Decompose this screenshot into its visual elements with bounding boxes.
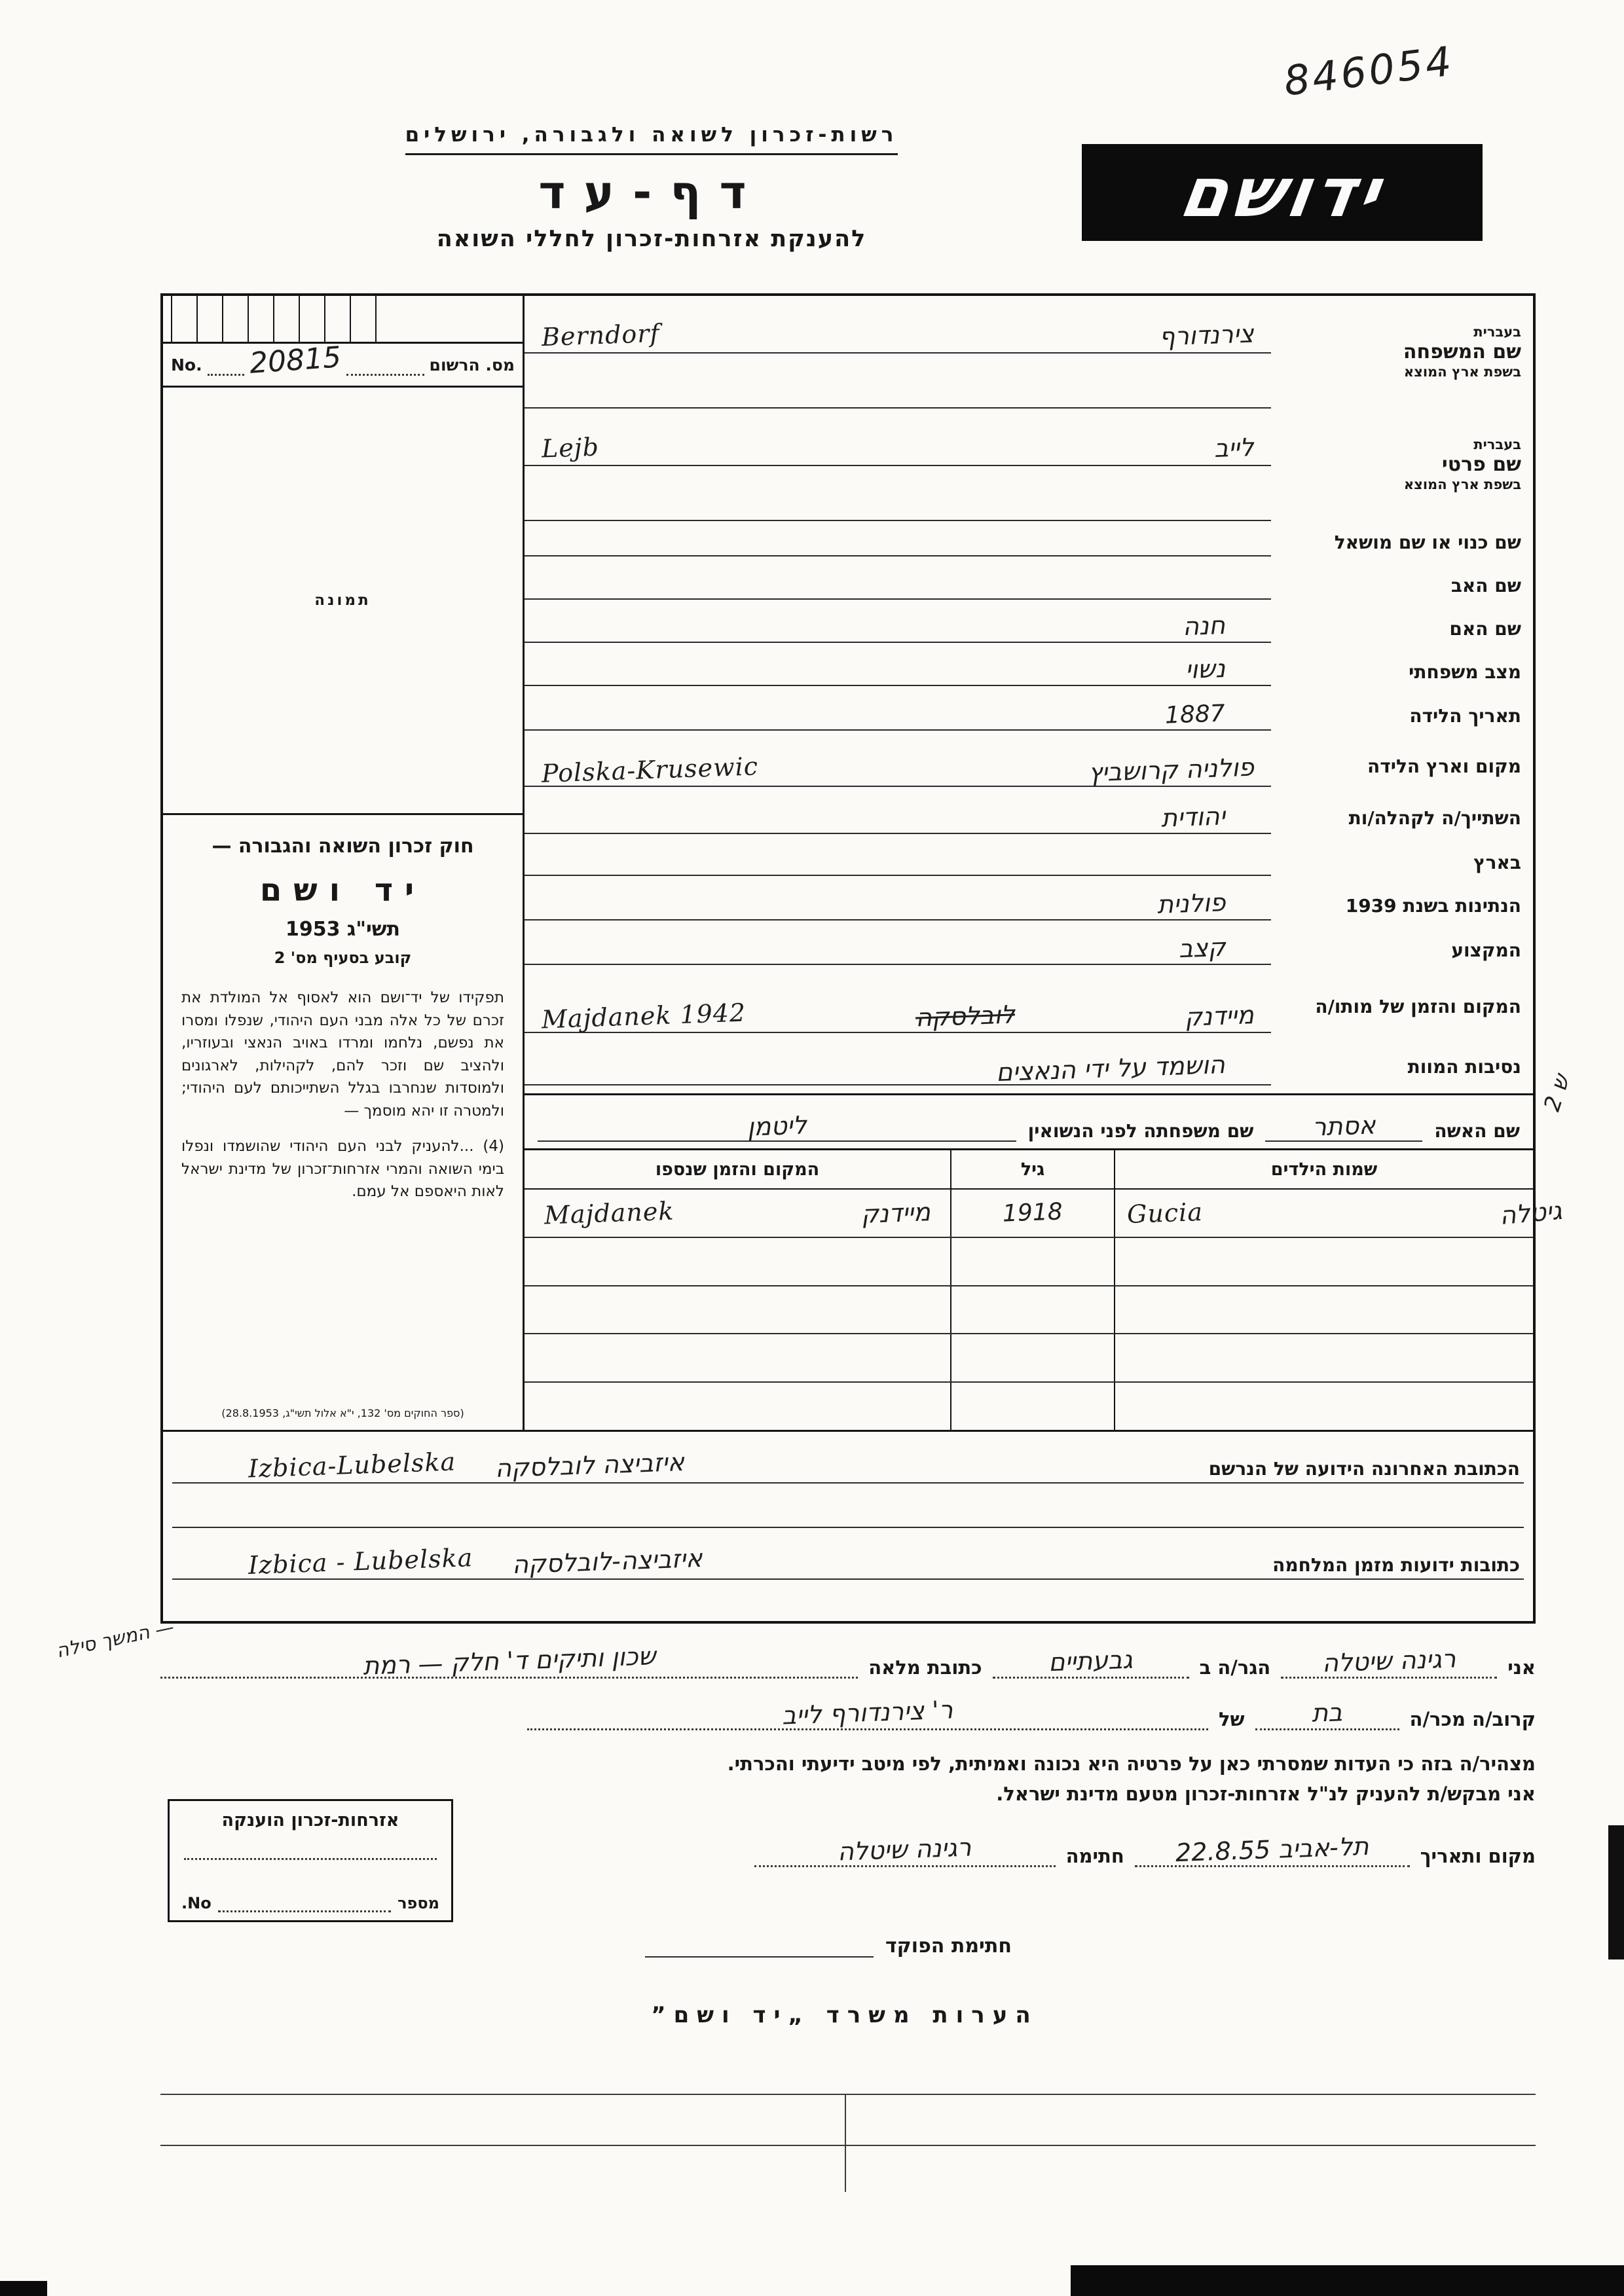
registration-number-value: 20815 [248, 340, 342, 380]
children-header-names: שמות הילדים [1114, 1150, 1533, 1188]
label-death-circumstances: נסיבות המוות [1407, 1056, 1521, 1078]
label-wartime-addresses: כתובות ידועות מזמן המלחמה [1272, 1554, 1520, 1576]
handwritten-last-address-latin: Izbica-Lubelska [248, 1447, 456, 1484]
writing-line-empty [525, 466, 1271, 521]
field-label-father [1271, 564, 1533, 608]
handwritten-place-date: תל-אביב 22.8.55 [1175, 1831, 1370, 1868]
writing-area [525, 296, 1271, 409]
field-row-death-circumstances [525, 1041, 1533, 1093]
address-row-wartime [172, 1535, 1524, 1580]
notes-line [160, 2145, 1536, 2146]
child-age-cell [950, 1238, 1114, 1285]
child-name-cell [1114, 1190, 1563, 1237]
handwritten-death-place-hebrew: מיידנק [1184, 1000, 1255, 1032]
field-row-profession [525, 928, 1533, 973]
handwritten-war-address-latin: Izbica - Lubelska [248, 1543, 473, 1580]
child-place-cell [525, 1238, 950, 1285]
label-in-country: בארץ [1473, 852, 1521, 874]
code-strip-tick [375, 296, 401, 342]
granted-box-number-row [181, 1891, 439, 1912]
label-relative-acquaintance: קרוב/ה מכר/ה [1409, 1708, 1536, 1730]
blank-writing-line [172, 1491, 1524, 1528]
writing-line [525, 299, 1271, 354]
no-label: No. [171, 355, 202, 374]
handwritten-maiden-name: ליטמן [747, 1110, 807, 1142]
label-origin-language: בשפת ארץ המוצא [1403, 364, 1521, 380]
label-number-hebrew: מספר [397, 1894, 439, 1912]
field-label-mother [1271, 608, 1533, 651]
label-birth-date: תאריך הלידה [1409, 705, 1521, 727]
handwritten-family-name-hebrew: צירנדורף [1158, 319, 1255, 352]
wife-row [525, 1093, 1533, 1148]
label-family-name: שם המשפחה [1403, 340, 1521, 363]
writing-line [525, 701, 1271, 731]
dotted-fill [184, 1831, 437, 1860]
writing-line [525, 1049, 1271, 1087]
declarant-line [160, 1641, 1536, 1681]
code-strip-tick [273, 296, 299, 342]
handwritten-family-name-latin: Berndorf [541, 318, 661, 352]
handwritten-birth-date: 1887 [1164, 700, 1226, 729]
handwritten-mother-name: חנה [1182, 610, 1226, 642]
label-in-hebrew: בעברית [1473, 436, 1521, 452]
scan-artifact-bottom-left [0, 2281, 47, 2296]
field-label-in-country [1271, 842, 1533, 884]
writing-line [525, 998, 1271, 1034]
dotted-fill [346, 354, 424, 376]
label-first-name: שם פרטי [1441, 453, 1521, 476]
label-i: אני [1507, 1656, 1536, 1679]
form-subtitle: להענקת אזרחות-זכרון לחללי השואה [436, 226, 867, 252]
handwritten-child-place-latin: Majdanek [544, 1196, 675, 1230]
margin-note-right: ש 2 [1539, 1071, 1576, 1115]
children-row-empty [525, 1238, 1533, 1286]
label-marital: מצב משפחתי [1409, 661, 1521, 683]
code-strip-tick [171, 296, 196, 342]
children-header-row [525, 1150, 1533, 1190]
label-signature: חתימה [1065, 1845, 1124, 1867]
field-label-birth-place [1271, 738, 1533, 795]
handwritten-residence: גבעתיים [1048, 1645, 1134, 1677]
writing-area [525, 409, 1271, 521]
label-clerk-signature: חתימת הפוקד [885, 1935, 1012, 1958]
label-death-place-time: המקום והזמן של מותו/ה [1315, 996, 1521, 1018]
form-title: דף-עד [538, 166, 765, 219]
handwritten-declarant-name: רגינה שיטלה [1321, 1644, 1457, 1678]
field-label-profession [1271, 928, 1533, 973]
clerk-signature-line [645, 1933, 1012, 1958]
field-row-marital-status [525, 651, 1533, 694]
form-header [275, 123, 1028, 252]
field-label-marital [1271, 651, 1533, 694]
registration-number-row [163, 340, 523, 388]
code-strip [163, 296, 523, 344]
handwritten-birth-place-latin: Polska-Krusewic [541, 752, 759, 788]
dotted-fill [218, 1891, 391, 1912]
label-place-and-date: מקום ותאריך [1420, 1845, 1536, 1867]
writing-line [645, 1933, 874, 1958]
notes-line [160, 2094, 1536, 2095]
blank-writing-line [172, 1588, 1524, 1614]
address-section [163, 1430, 1533, 1621]
label-birth-place: מקום וארץ הלידה [1367, 756, 1521, 778]
field-row-birth-date [525, 694, 1533, 738]
handwritten-citizenship: פולנית [1156, 888, 1226, 919]
writing-line [525, 526, 1271, 556]
child-place-cell [525, 1334, 950, 1381]
code-strip-tick [324, 296, 350, 342]
code-strip-tick [196, 296, 222, 342]
margin-note-left: — המשך סילה [54, 1615, 176, 1662]
field-row-in-country [525, 842, 1533, 884]
field-label-nickname [1271, 521, 1533, 564]
yad-vashem-logo [1082, 144, 1483, 241]
code-strip-tick [299, 296, 324, 342]
law-heading-1: חוק זכרון השואה והגבורה — [212, 835, 474, 858]
law-heading-4: קובע בסעיף מס' 2 [274, 949, 412, 967]
address-values [176, 1447, 1185, 1484]
writing-line [525, 934, 1271, 965]
handwritten-child-age: 1918 [1002, 1198, 1063, 1228]
label-maiden-name: שם משפחתה לפני הנשואין [1027, 1120, 1254, 1142]
handwritten-full-address: שכון ותיקים ד' חלק — רמת [362, 1641, 656, 1681]
handwritten-signature: רגינה שיטלה [837, 1832, 972, 1867]
handwritten-relation: בת [1311, 1698, 1343, 1728]
field-label-first-name [1271, 409, 1533, 521]
child-age-cell [950, 1334, 1114, 1381]
field-label-family-name [1271, 296, 1533, 409]
writing-line-empty [525, 354, 1271, 409]
writing-line [525, 611, 1271, 643]
scan-artifact-bottom-right [1071, 2265, 1624, 2296]
law-heading-2: יד ושם [259, 872, 426, 909]
field-row-father-name [525, 564, 1533, 608]
field-label-citizenship [1271, 884, 1533, 928]
side-column [163, 296, 525, 1430]
law-footnote: (ספר החוקים מס' 132, י"א אלול תשי"ג, 28.8.1953) [221, 1407, 464, 1419]
field-label-death-place-time [1271, 973, 1533, 1041]
relation-line [160, 1695, 1536, 1730]
field-row-first-name [525, 409, 1533, 521]
dotted-fill [208, 354, 244, 376]
law-paragraph: תפקידו של יד־ושם הוא לאסוף אל המולדת את זכרם של כל אלה מבני העם היהודי, שנפלו ומסרו את נפשם, נלחמו ומרדו באויב הנאצי ובעוזריו, ולהציב שם וזכר להם, לקהילות, לארגונים ולמוסדות שנחרבו בגלל השתייכותם לעם היהודי; ולמטרה זו יהא מוסמך — [181, 989, 504, 1120]
child-name-cell [1114, 1334, 1533, 1381]
child-name-cell [1114, 1286, 1533, 1334]
children-row-empty [525, 1286, 1533, 1335]
handwritten-child-name-latin: Gucia [1126, 1197, 1204, 1229]
child-name-cell [1114, 1383, 1533, 1430]
handwritten-death-place-struck: לובלסקה [915, 1000, 1016, 1032]
children-header-age: גיל [950, 1150, 1114, 1188]
citizenship-granted-box [168, 1799, 453, 1922]
children-row-empty [525, 1383, 1533, 1430]
address-values [176, 1543, 1249, 1580]
field-row-nickname [525, 521, 1533, 564]
field-label-birth-date [1271, 694, 1533, 738]
field-row-mother-name [525, 608, 1533, 651]
field-row-birth-place [525, 738, 1533, 795]
photo-placeholder [163, 388, 523, 815]
label-number-latin: No. [181, 1894, 212, 1912]
label-residing-in: הגר/ה ב [1199, 1656, 1271, 1679]
writing-line [525, 570, 1271, 600]
photo-label: תמונה [314, 592, 371, 609]
handwritten-first-name-hebrew: לייב [1213, 432, 1255, 464]
code-strip-tick [222, 296, 248, 342]
law-text-block [163, 815, 523, 1430]
registration-label: מס. הרשום [429, 355, 515, 374]
handwritten-child-name-hebrew: גיטלה [1498, 1195, 1563, 1230]
label-community: השתייך/ה לקהלה/ות [1348, 807, 1521, 829]
address-row-last-known [172, 1439, 1524, 1484]
label-father: שם האב [1450, 575, 1521, 597]
label-of: של [1219, 1708, 1245, 1730]
child-place-cell [525, 1190, 950, 1237]
label-full-address: כתובת מלאה [868, 1656, 982, 1679]
children-row [525, 1190, 1563, 1238]
citizenship-request: אני מבקש/ת להעניק לנ"ל אזרחות-זכרון מטעם מדינת ישראל. [996, 1783, 1536, 1805]
children-table [525, 1148, 1563, 1430]
field-row-citizenship-1939 [525, 884, 1533, 928]
code-strip-tick [350, 296, 375, 342]
children-row-empty [525, 1334, 1533, 1383]
label-wife-name: שם האשה [1434, 1120, 1520, 1142]
handwritten-death-circumstances: הושמד על ידי הנאצים [995, 1049, 1226, 1087]
declaration-statement: מצהיר/ה בזה כי העדות שמסרתי כאן על פרטיה היא נכונה ואמיתית, לפי מיטב ידיעתי והכרתי. [727, 1753, 1536, 1775]
label-origin-language: בשפת ארץ המוצא [1403, 477, 1521, 492]
child-place-cell [525, 1286, 950, 1334]
child-age-cell [950, 1286, 1114, 1334]
handwritten-birth-place-hebrew: פולניה קרושביץ [1088, 752, 1255, 788]
writing-line [525, 803, 1271, 834]
handwritten-first-name-latin: Lejb [541, 432, 600, 464]
code-strip-tick [248, 296, 273, 342]
field-row-community [525, 795, 1533, 842]
field-label-death-circumstances [1271, 1041, 1533, 1093]
handwritten-community: יהודית [1160, 801, 1226, 833]
handwritten-profession: קצב [1177, 932, 1226, 964]
handwritten-wife-name: אסתר [1312, 1110, 1376, 1142]
child-place-cell [525, 1383, 950, 1430]
child-age-cell [950, 1383, 1114, 1430]
field-row-family-name [525, 296, 1533, 409]
handwritten-death-place-latin: Majdanek 1942 [541, 998, 747, 1034]
handwritten-child-place-hebrew: מיידנק [860, 1197, 931, 1229]
scan-artifact-right-edge [1608, 1825, 1624, 1959]
label-in-hebrew: בעברית [1473, 323, 1521, 340]
field-label-community [1271, 795, 1533, 842]
doc-number-handwritten: 846054 [1281, 37, 1457, 105]
org-line: רשות-זכרון לשואה ולגבורה, ירושלים [405, 123, 898, 155]
child-age-cell [950, 1190, 1114, 1237]
office-notes-heading: הערות משרד „יד ושם” [651, 2002, 1039, 2028]
label-mother: שם האם [1449, 618, 1521, 640]
writing-line [525, 889, 1271, 920]
yad-vashem-logo-text: ידושם [1174, 153, 1390, 232]
field-row-death-place-time [525, 973, 1533, 1041]
writing-line [525, 846, 1271, 876]
label-citizenship: הנתינות בשנת 1939 [1345, 895, 1521, 917]
notes-divider [845, 2094, 846, 2192]
writing-line [525, 752, 1271, 788]
writing-line [525, 411, 1271, 466]
handwritten-marital-status: נשוי [1185, 653, 1226, 685]
law-clause-4: (4) ...להעניק לבני העם היהודי שהושמדו ונפלו בימי השואה והמרי אזרחות־זכרון של מדינת ישראל לאות היאספם אל עמם. [181, 1138, 504, 1200]
handwritten-last-address-hebrew: איזביצה לובלסקה [494, 1448, 685, 1484]
label-last-known-address: הכתובת האחרונה הידועה של הנרשם [1208, 1458, 1520, 1480]
handwritten-relation-of-name: ר' צירנדורף לייב [781, 1695, 954, 1730]
child-name-cell [1114, 1238, 1533, 1285]
granted-box-title: אזרחות-זכרון הוענקה [221, 1810, 399, 1831]
handwritten-war-address-hebrew: איזביצה-לובלסקה [511, 1544, 703, 1580]
children-header-place: המקום והזמן שנספו [655, 1159, 820, 1180]
writing-line [525, 655, 1271, 686]
law-heading-3: תשי"ג 1953 [285, 918, 401, 941]
label-nickname: שם כנוי או שם מושאל [1334, 532, 1521, 554]
label-profession: המקצוע [1451, 939, 1521, 962]
